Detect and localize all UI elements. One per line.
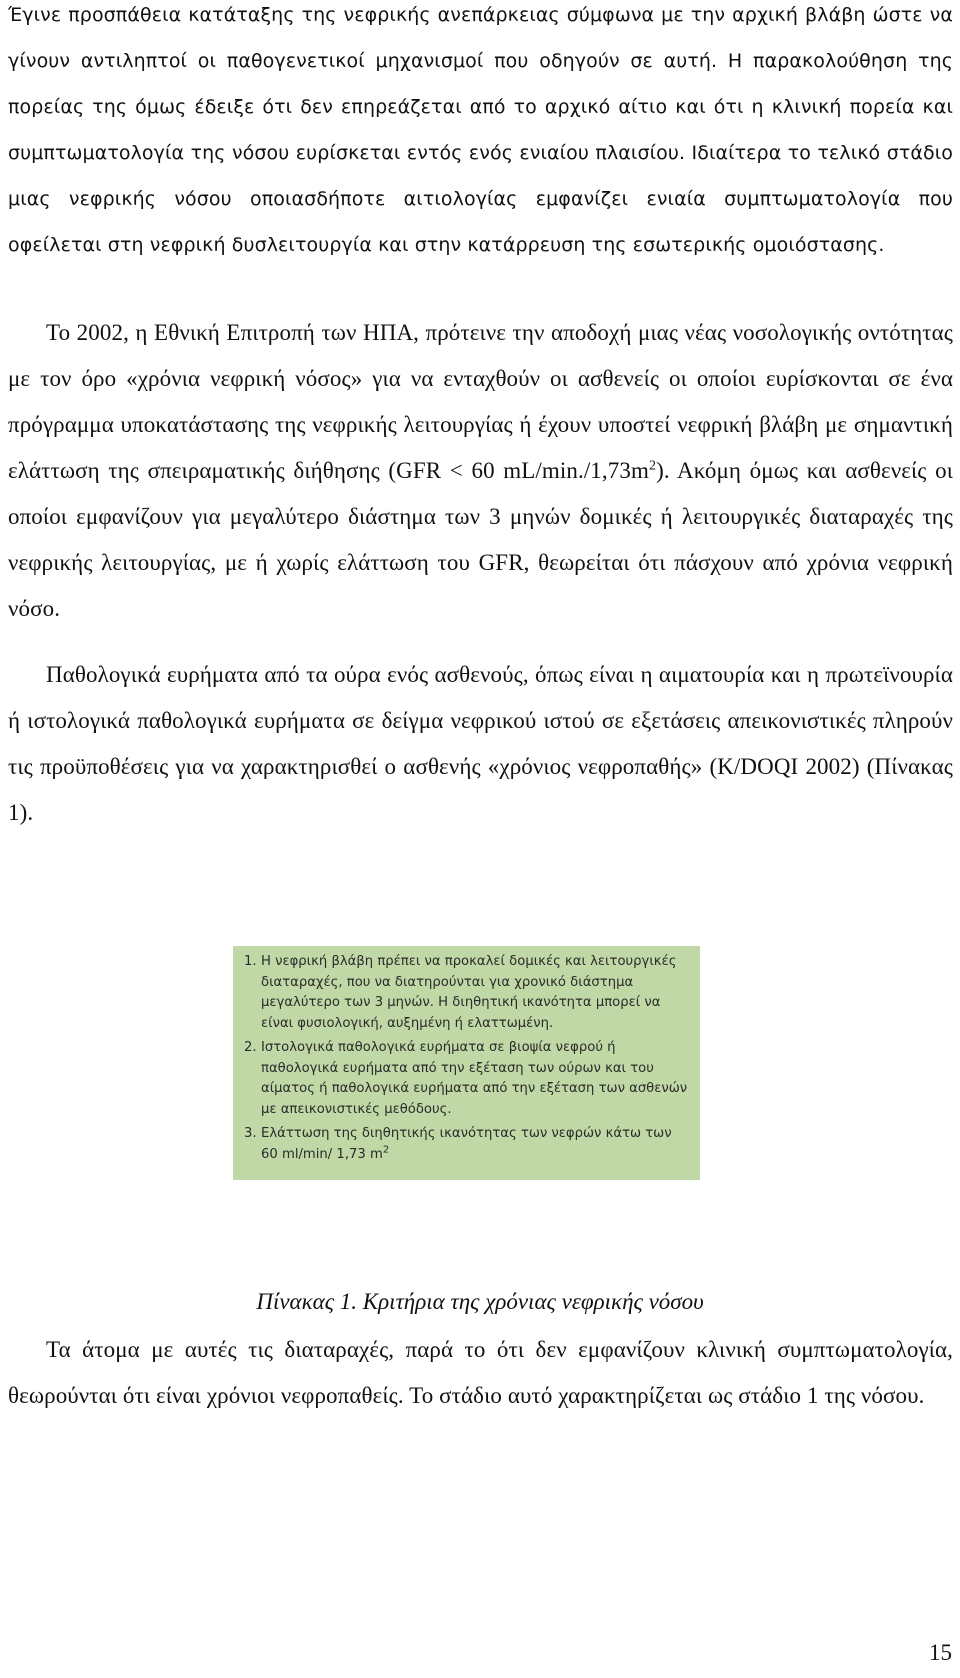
page-number: 15 [929, 1640, 952, 1665]
criterion-3 [244, 1124, 690, 1165]
table-caption: Πίνακας 1. Κριτήρια της χρόνιας νεφρικής νόσου [256, 1289, 704, 1314]
criterion-number: 2. [244, 1040, 257, 1055]
criterion-text: Η νεφρική βλάβη πρέπει να προκαλεί δομικές και λειτουργικές διαταραχές, που να διατηρούνται για χρονικό διάστημα μεγαλύτερο των 3 μηνών. Η διηθητική ικανότητα μπορεί να είναι φυσιολογική, αυξημένη ή ελαττωμένη. [261, 954, 677, 1031]
superscript-2: 2 [648, 458, 657, 474]
criterion-number: 3. [244, 1126, 257, 1141]
criteria-table-image [233, 946, 700, 1180]
paragraph-ckd-definition-text-b: ). Ακόμη όμως και ασθενείς οι οποίοι εμφανίζουν για μεγαλύτερο διάστημα των 3 μηνών δομικές ή λειτουργικές διαταραχές της νεφρικής λειτουργίας, με ή χωρίς ελάττωση του GFR, θεωρείται ότι πάσχουν από χρόνια νεφρική νόσο. [8, 458, 953, 621]
criterion-text: Ιστολογικά παθολογικά ευρήματα σε βιοψία νεφρού ή παθολογικά ευρήματα από την εξέταση των ούρων και του αίματος ή παθολογικά ευρήματα από την εξέταση των ασθενών με απεικονιστικές μεθόδους. [261, 1040, 688, 1117]
criterion-number: 1. [244, 954, 257, 969]
paragraph-pathology-findings: Παθολογικά ευρήματα από τα ούρα ενός ασθενούς, όπως είναι η αιματουρία και η πρωτεϊνουρία ή ιστολογικά παθολογικά ευρήματα σε δείγμα νεφρικού ιστού σε εξετάσεις απεικονιστικές πληρούν τις προϋποθέσεις για να χαρακτηρισθεί ο ασθενής «χρόνιος νεφροπαθής» (K/DOQI 2002) (Πίνακας 1). [8, 662, 953, 825]
criterion-2 [244, 1038, 690, 1120]
paragraph-classification: Έγινε προσπάθεια κατάταξης της νεφρικής ανεπάρκειας σύμφωνα με την αρχική βλάβη ώστε να γίνουν αντιληπτοί οι παθογενετικοί μηχανισμοί που οδηγούν σε αυτή. Η παρακολούθηση της πορείας της όμως έδειξε ότι δεν επηρεάζεται από το αρχικό αίτιο και ότι η κλινική πορεία και συμπτωματολογία της νόσου ευρίσκεται εντός ενός ενιαίου πλαισίου. Ιδιαίτερα το τελικό στάδιο μιας νεφρικής νόσου οποιασδήποτε αιτιολογίας εμφανίζει ενιαία συμπτωματολογία που οφείλεται στη νεφρική δυσλειτουργία και στην κατάρρευση της εσωτερικής ομοιόστασης. [8, 4, 953, 256]
criterion-text: Ελάττωση της διηθητικής ικανότητας των νεφρών κάτω των 60 ml/min/ 1,73 m [261, 1126, 672, 1162]
criterion-superscript: 2 [382, 1144, 390, 1156]
criterion-1 [244, 952, 690, 1034]
paragraph-ckd-definition [8, 310, 953, 632]
paragraph-stage-one: Τα άτομα με αυτές τις διαταραχές, παρά το ότι δεν εμφανίζουν κλινική συμπτωματολογία, θεωρούνται ότι είναι χρόνιοι νεφροπαθείς. Το στάδιο αυτό χαρακτηρίζεται ως στάδιο 1 της νόσου. [8, 1337, 953, 1408]
paragraph-ckd-definition-text-a: Το 2002, η Εθνική Επιτροπή των ΗΠΑ, πρότεινε την αποδοχή μιας νέας νοσολογικής οντότητας με τον όρο «χρόνια νεφρική νόσος» για να ενταχθούν οι ασθενείς οι οποίοι ευρίσκονται σε ένα πρόγραμμα υποκατάστασης της νεφρικής λειτουργίας ή έχουν υποστεί νεφρική βλάβη με σημαντική ελάττωση της σπειραματικής διήθησης (GFR < 60 mL/min./1,73m [8, 320, 953, 483]
